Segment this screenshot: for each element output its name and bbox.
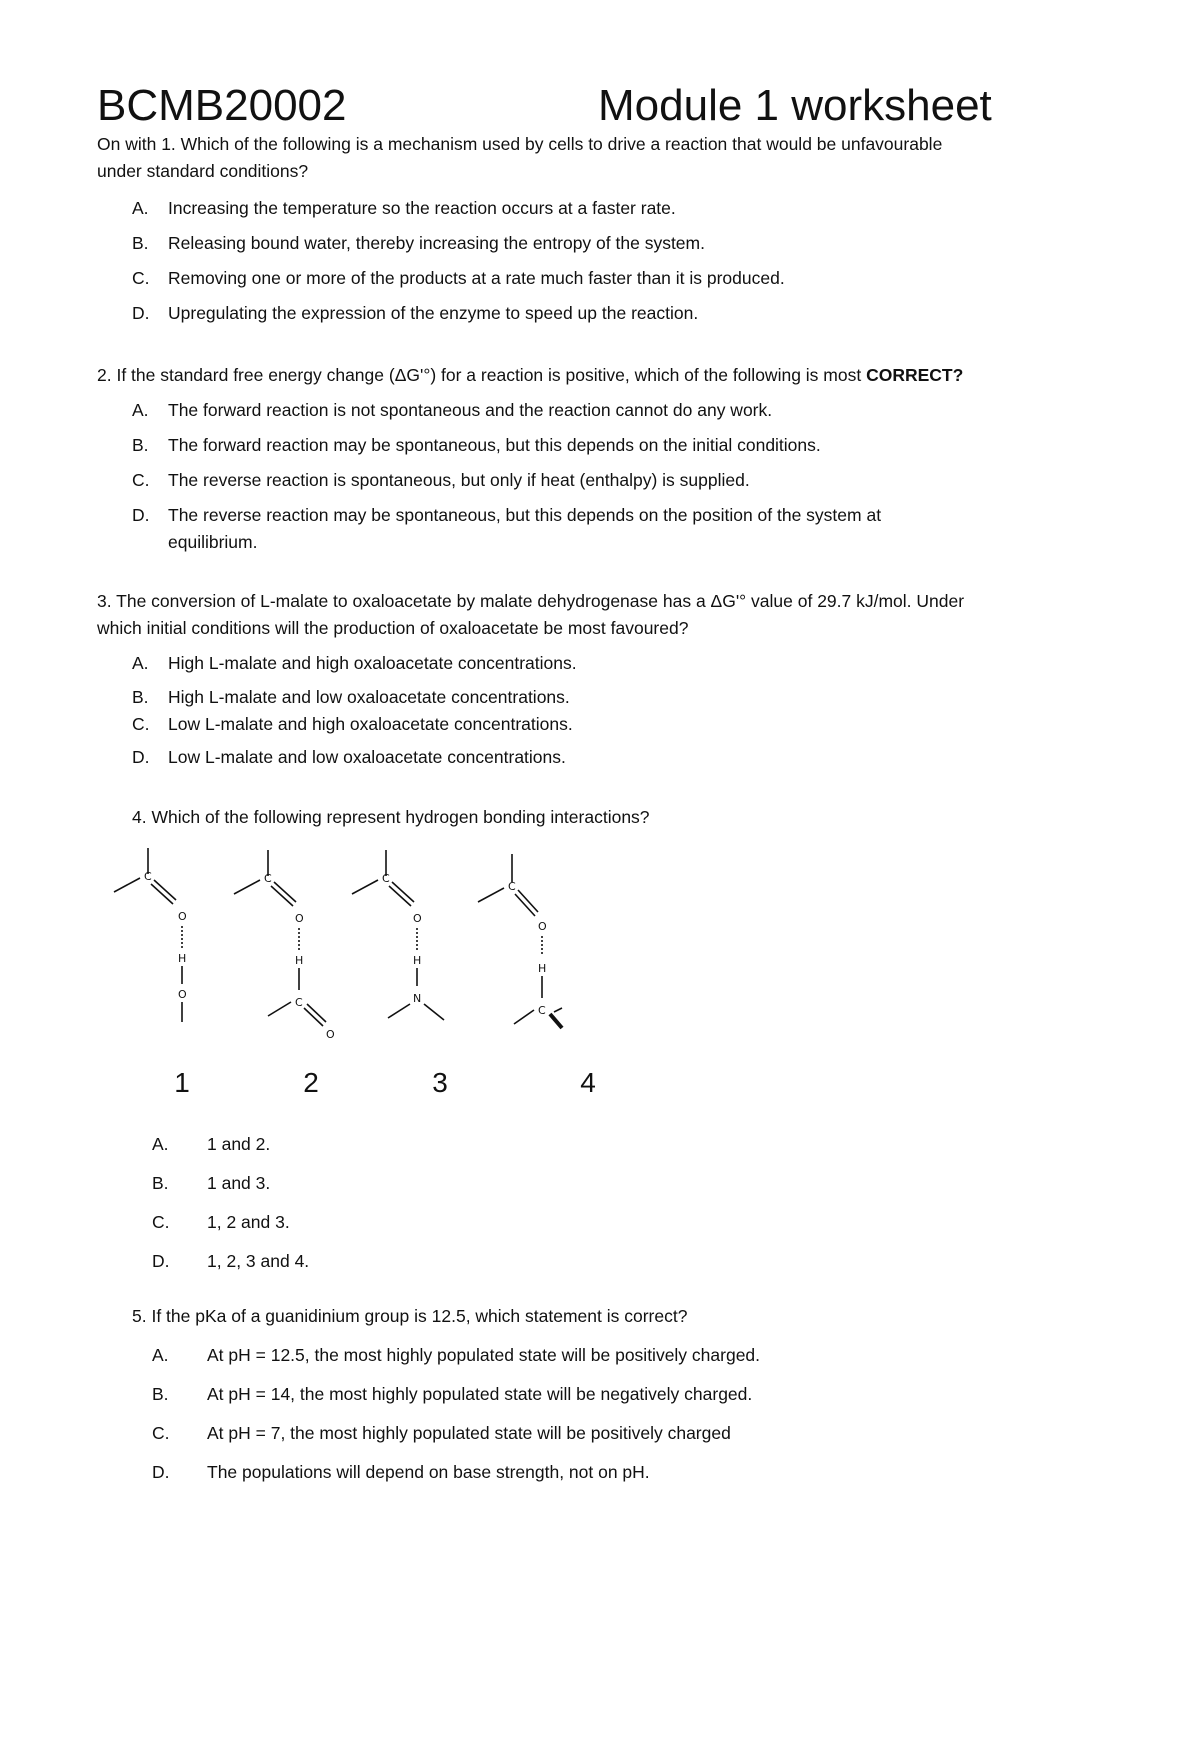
option-text: High L-malate and low oxaloacetate concentrations. <box>168 687 570 707</box>
option-text: The forward reaction is not spontaneous and the reaction cannot do any work. <box>168 400 773 420</box>
atom-label: O <box>538 920 547 933</box>
atom-label: O <box>178 988 187 1001</box>
structure-number-4: 4 <box>580 1067 596 1098</box>
atom-label: C <box>508 880 516 893</box>
bond <box>268 1002 291 1016</box>
question-2-stem <box>97 362 1107 389</box>
option-text: 1 and 3. <box>207 1173 271 1193</box>
question-3-line-2: which initial conditions will the production of oxaloacetate be most favoured? <box>97 618 689 638</box>
option-text: At pH = 14, the most highly populated state will be negatively charged. <box>207 1384 753 1404</box>
option-label: B. <box>152 1173 169 1193</box>
option-text: 1, 2 and 3. <box>207 1212 290 1232</box>
question-1-line-1: On with 1. Which of the following is a mechanism used by cells to drive a reaction that would be unfavourable <box>97 134 943 154</box>
option-label: C. <box>152 1423 170 1443</box>
option-text: The reverse reaction is spontaneous, but only if heat (enthalpy) is supplied. <box>168 470 750 490</box>
atom-label: C <box>264 872 272 885</box>
question-2-emphasis: CORRECT? <box>866 365 964 385</box>
atom-label: N <box>413 992 422 1005</box>
structure-number-3: 3 <box>432 1067 448 1098</box>
bond <box>234 880 260 894</box>
atom-label: O <box>326 1028 335 1041</box>
option-label: D. <box>152 1251 170 1271</box>
atom-label: O <box>295 912 304 925</box>
option-text: High L-malate and high oxaloacetate concentrations. <box>168 653 577 673</box>
question-3-stem <box>97 588 1107 642</box>
option-text: Low L-malate and low oxaloacetate concentrations. <box>168 747 566 767</box>
atom-label: H <box>178 952 187 965</box>
course-code: BCMB20002 <box>97 81 347 130</box>
structure-number-1: 1 <box>174 1067 190 1098</box>
option-text: At pH = 12.5, the most highly populated state will be positively charged. <box>207 1345 761 1365</box>
question-5-stem: 5. If the pKa of a guanidinium group is 12.5, which statement is correct? <box>132 1306 688 1326</box>
atom-label: C <box>382 872 390 885</box>
option-text: Low L-malate and high oxaloacetate concentrations. <box>168 714 573 734</box>
question-2-text: 2. If the standard free energy change (ΔG'°) for a reaction is positive, which of the following is most <box>97 365 867 385</box>
option-label: A. <box>132 198 149 218</box>
option-label: B. <box>132 233 149 253</box>
option-label: C. <box>132 714 150 734</box>
bond <box>114 878 140 892</box>
bond <box>550 1014 562 1028</box>
atom-label: H <box>538 962 547 975</box>
atom-label: C <box>538 1004 546 1017</box>
option-label: A. <box>152 1134 169 1154</box>
atom-label: O <box>413 912 422 925</box>
bond <box>478 888 504 902</box>
option-text: Releasing bound water, thereby increasing the entropy of the system. <box>168 233 705 253</box>
option-label: A. <box>132 400 149 420</box>
question-4-stem: 4. Which of the following represent hydrogen bonding interactions? <box>132 807 650 827</box>
bond <box>424 1004 444 1020</box>
option-text: Upregulating the expression of the enzyme to speed up the reaction. <box>168 303 699 323</box>
page-header <box>97 78 1107 134</box>
bond <box>388 1004 410 1018</box>
option-label: D. <box>132 747 150 767</box>
option-label: C. <box>152 1212 170 1232</box>
option-text: The populations will depend on base strength, not on pH. <box>207 1462 650 1482</box>
question-3-line-1: 3. The conversion of L-malate to oxaloacetate by malate dehydrogenase has a ΔG'° value of 29.7 kJ/mol. Under <box>97 591 965 611</box>
structure-number-2: 2 <box>303 1067 319 1098</box>
option-text: 1, 2, 3 and 4. <box>207 1251 310 1271</box>
option-label: C. <box>132 268 150 288</box>
option-text: The forward reaction may be spontaneous, but this depends on the initial conditions. <box>168 435 821 455</box>
option-label: A. <box>132 653 149 673</box>
option-label: D. <box>152 1462 170 1482</box>
option-text: The reverse reaction may be spontaneous, but this depends on the position of the system at <box>168 505 882 525</box>
option-text: At pH = 7, the most highly populated state will be positively charged <box>207 1423 731 1443</box>
option-label: B. <box>132 687 149 707</box>
option-label: B. <box>152 1384 169 1404</box>
page-title: Module 1 worksheet <box>598 81 992 130</box>
structures-figure <box>110 840 630 1110</box>
hydrogen-bond-diagram <box>110 840 630 1110</box>
option-label: D. <box>132 505 150 525</box>
option-text: 1 and 2. <box>207 1134 271 1154</box>
option-text: Increasing the temperature so the reaction occurs at a faster rate. <box>168 198 676 218</box>
option-text: equilibrium. <box>168 532 258 552</box>
question-1-stem <box>97 131 1107 185</box>
option-label: D. <box>132 303 150 323</box>
atom-label: C <box>295 996 303 1009</box>
option-label: A. <box>152 1345 169 1365</box>
atom-label: C <box>144 870 152 883</box>
structure-4 <box>478 854 562 1028</box>
option-label: B. <box>132 435 149 455</box>
question-1-line-2: under standard conditions? <box>97 161 309 181</box>
bond <box>514 1010 534 1024</box>
bond <box>352 880 378 894</box>
structure-2 <box>234 850 326 1026</box>
option-label: C. <box>132 470 150 490</box>
structure-3 <box>352 850 444 1020</box>
atom-label: O <box>178 910 187 923</box>
bond <box>554 1008 562 1012</box>
option-text: Removing one or more of the products at a rate much faster than it is produced. <box>168 268 785 288</box>
atom-label: H <box>295 954 304 967</box>
atom-label: H <box>413 954 422 967</box>
